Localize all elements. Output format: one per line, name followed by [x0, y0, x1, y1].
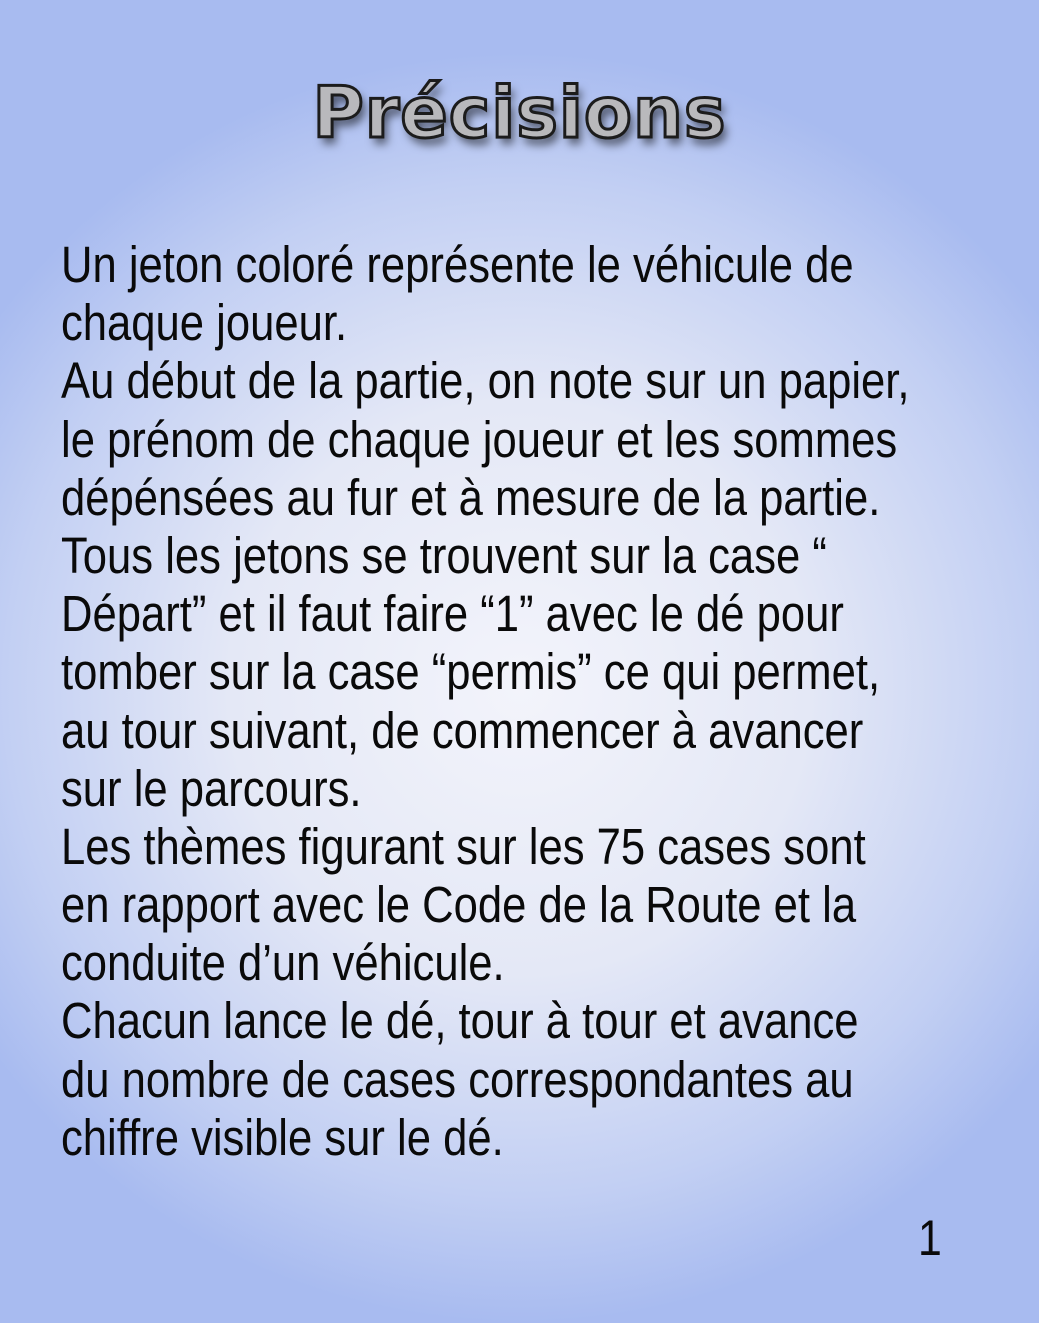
text-line: chiffre visible sur le dé.: [61, 1108, 504, 1166]
text-line: conduite d’un véhicule.: [61, 934, 505, 992]
text-line: tomber sur la case “permis” ce qui permet,: [61, 643, 881, 701]
page-number: 1: [918, 1210, 942, 1266]
body-text: [61, 236, 910, 1167]
text-line: du nombre de cases correspondantes au: [61, 1050, 854, 1108]
text-line: le prénom de chaque joueur et les sommes: [61, 410, 898, 468]
text-line: Un jeton coloré représente le véhicule de: [61, 236, 854, 293]
text-line: Tous les jetons se trouvent sur la case “: [61, 526, 827, 584]
text-line: chaque joueur.: [61, 294, 348, 352]
text-line: au tour suivant, de commencer à avancer: [61, 701, 864, 759]
text-line: dépénsées au fur et à mesure de la partie.: [61, 468, 881, 526]
text-line: en rapport avec le Code de la Route et la: [61, 876, 857, 934]
page-title: Précisions: [312, 72, 727, 154]
text-line: Chacun lance le dé, tour à tour et avance: [61, 992, 859, 1050]
text-line: sur le parcours.: [61, 759, 362, 817]
text-line: Départ” et il faut faire “1” avec le dé pour: [61, 585, 844, 643]
text-line: Au début de la partie, on note sur un papier,: [61, 352, 910, 410]
text-line: Les thèmes figurant sur les 75 cases sont: [61, 817, 866, 875]
